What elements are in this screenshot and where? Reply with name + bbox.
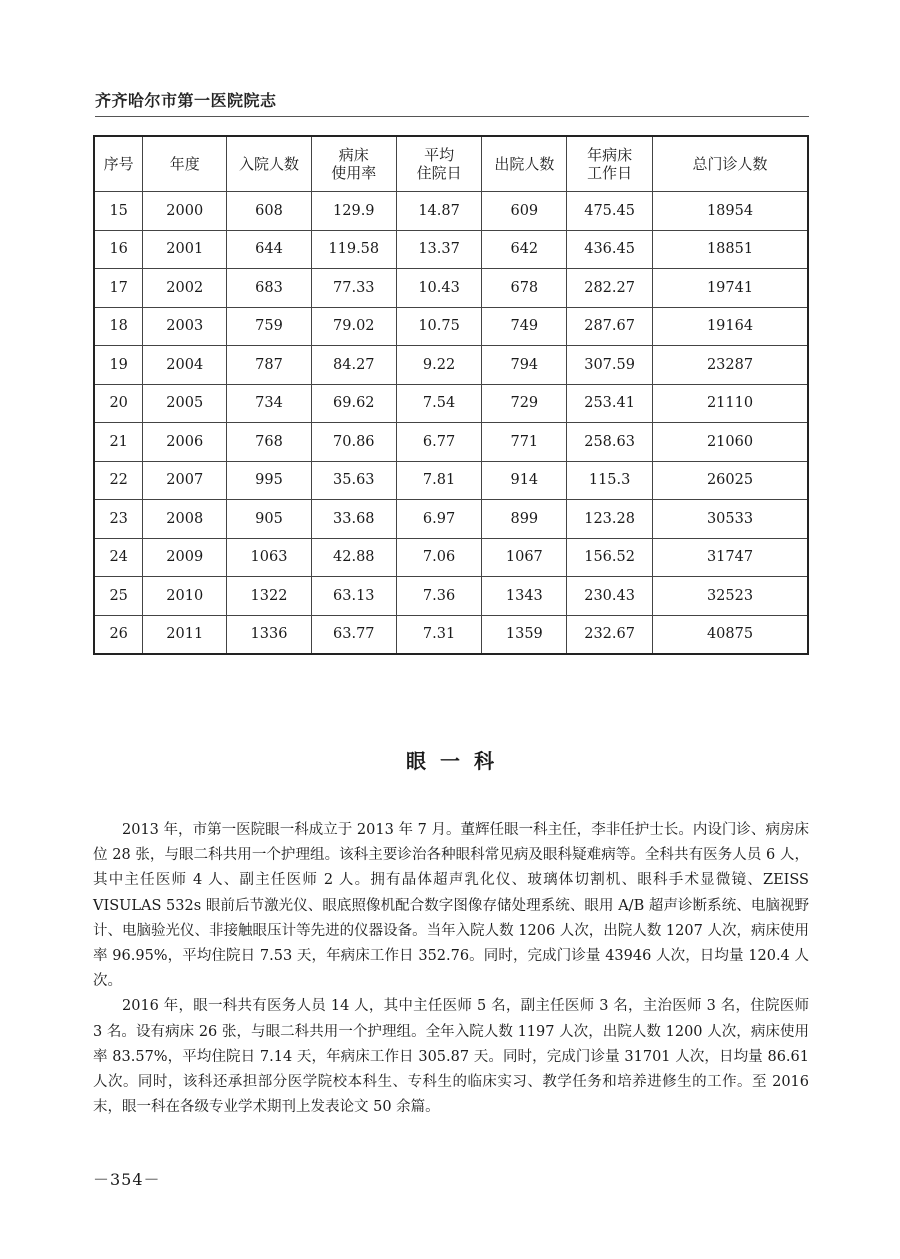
table-cell: 23287: [653, 346, 808, 385]
table-cell: 2010: [143, 577, 227, 616]
table-cell: 608: [227, 192, 312, 231]
table-cell: 19: [94, 346, 143, 385]
table-cell: 25: [94, 577, 143, 616]
table-cell: 787: [227, 346, 312, 385]
table-cell: 436.45: [567, 230, 653, 269]
table-row: [94, 500, 808, 539]
table-cell: 914: [482, 461, 567, 500]
table-cell: 119.58: [311, 230, 396, 269]
running-header: [95, 84, 809, 117]
table-cell: 20: [94, 384, 143, 423]
table-cell: 6.97: [396, 500, 482, 539]
table-cell: 7.36: [396, 577, 482, 616]
table-cell: 156.52: [567, 538, 653, 577]
table-cell: 33.68: [311, 500, 396, 539]
table-cell: 9.22: [396, 346, 482, 385]
table-cell: 26: [94, 615, 143, 654]
table-cell: 253.41: [567, 384, 653, 423]
section-title: 眼一科: [406, 749, 508, 773]
table-cell: 31747: [653, 538, 808, 577]
table-row: [94, 384, 808, 423]
table-cell: 30533: [653, 500, 808, 539]
table-cell: 70.86: [311, 423, 396, 462]
table-cell: 19164: [653, 307, 808, 346]
table-cell: 21110: [653, 384, 808, 423]
column-header: 年度: [143, 136, 227, 192]
table-row: [94, 577, 808, 616]
table-cell: 26025: [653, 461, 808, 500]
table-cell: 644: [227, 230, 312, 269]
table-cell: 729: [482, 384, 567, 423]
table-cell: 13.37: [396, 230, 482, 269]
table-cell: 14.87: [396, 192, 482, 231]
table-row: [94, 192, 808, 231]
table-cell: 10.43: [396, 269, 482, 308]
table-row: [94, 307, 808, 346]
table-row: [94, 615, 808, 654]
table-cell: 2008: [143, 500, 227, 539]
table-row: [94, 538, 808, 577]
table-cell: 84.27: [311, 346, 396, 385]
paragraph: 2016 年，眼一科共有医务人员 14 人，其中主任医师 5 名，副主任医师 3 名，主治医师 3 名，住院医师 3 名。设有病床 26 张，与眼二科共用一个护理组。全年入院人数 1197 人次，出院人数 1200 人次，病床使用率 83.57%，平均住院日 7.14 天，年病床工作日 305.87 天。同时，完成门诊量 31701 人次，日均量 86.61 人次。同时，该科还承担部分医学院校本科生、专科生的临床实习、教学任务和培养进修生的工作。至 2016 末，眼一科在各级专业学术期刊上发表论文 50 余篇。: [93, 998, 809, 1116]
paragraph: 2013 年，市第一医院眼一科成立于 2013 年 7 月。董辉任眼一科主任，李非任护士长。内设门诊、病房床位 28 张，与眼二科共用一个护理组。该科主要诊治各种眼科常见病及眼科疑难病等。全科共有医务人员 6 人，其中主任医师 4 人、副主任医师 2 人。拥有晶体超声乳化仪、玻璃体切割机、眼科手术显微镜、ZEISS VISULAS 532s 眼前后节激光仪、眼底照像机配合数字图像存储处理系统、眼用 A/B 超声诊断系统、电脑视野计、电脑验光仪、非接触眼压计等先进的仪器设备。当年入院人数 1206 人次，出院人数 1207 人次，病床使用率 96.95%，平均住院日 7.53 天，年病床工作日 352.76。同时，完成门诊量 43946 人次，日均量 120.4 人次。: [93, 822, 809, 990]
table-cell: 2006: [143, 423, 227, 462]
table-cell: 282.27: [567, 269, 653, 308]
table-cell: 2002: [143, 269, 227, 308]
table-cell: 7.54: [396, 384, 482, 423]
table-cell: 10.75: [396, 307, 482, 346]
table-cell: 2001: [143, 230, 227, 269]
table-cell: 16: [94, 230, 143, 269]
table-cell: 129.9: [311, 192, 396, 231]
table-body: [94, 192, 808, 655]
column-header: 出院人数: [482, 136, 567, 192]
table-cell: 63.13: [311, 577, 396, 616]
column-header: 病床 使用率: [311, 136, 396, 192]
table-cell: 1063: [227, 538, 312, 577]
table-cell: 1359: [482, 615, 567, 654]
table-cell: 609: [482, 192, 567, 231]
column-header: 总门诊人数: [653, 136, 808, 192]
column-header: 年病床 工作日: [567, 136, 653, 192]
table-cell: 115.3: [567, 461, 653, 500]
table-cell: 899: [482, 500, 567, 539]
table-cell: 2000: [143, 192, 227, 231]
table-cell: 69.62: [311, 384, 396, 423]
section-body: [93, 818, 809, 1120]
column-header: 序号: [94, 136, 143, 192]
column-header: 入院人数: [227, 136, 312, 192]
table-cell: 2003: [143, 307, 227, 346]
table-cell: 18: [94, 307, 143, 346]
table-cell: 1343: [482, 577, 567, 616]
table-cell: 2004: [143, 346, 227, 385]
table-cell: 77.33: [311, 269, 396, 308]
table-cell: 18954: [653, 192, 808, 231]
table-cell: 2009: [143, 538, 227, 577]
table-cell: 1067: [482, 538, 567, 577]
table-cell: 1322: [227, 577, 312, 616]
table-row: [94, 346, 808, 385]
table-cell: 683: [227, 269, 312, 308]
table-cell: 734: [227, 384, 312, 423]
table-cell: 2005: [143, 384, 227, 423]
table-cell: 6.77: [396, 423, 482, 462]
table-cell: 32523: [653, 577, 808, 616]
table-cell: 18851: [653, 230, 808, 269]
table-cell: 19741: [653, 269, 808, 308]
book-title: 齐齐哈尔市第一医院院志: [95, 91, 277, 110]
table-cell: 21: [94, 423, 143, 462]
table-cell: 759: [227, 307, 312, 346]
table-row: [94, 230, 808, 269]
table-cell: 35.63: [311, 461, 396, 500]
table-cell: 475.45: [567, 192, 653, 231]
table-cell: 768: [227, 423, 312, 462]
page-number: －354－: [93, 1170, 161, 1189]
table-cell: 230.43: [567, 577, 653, 616]
table-cell: 40875: [653, 615, 808, 654]
table-cell: 7.81: [396, 461, 482, 500]
table-cell: 771: [482, 423, 567, 462]
table-cell: 995: [227, 461, 312, 500]
table-cell: 24: [94, 538, 143, 577]
table-cell: 22: [94, 461, 143, 500]
table-cell: 21060: [653, 423, 808, 462]
table-cell: 15: [94, 192, 143, 231]
table-cell: 678: [482, 269, 567, 308]
table-cell: 642: [482, 230, 567, 269]
table-cell: 123.28: [567, 500, 653, 539]
table-row: [94, 269, 808, 308]
table-cell: 63.77: [311, 615, 396, 654]
statistics-table: [93, 135, 809, 655]
table-cell: 232.67: [567, 615, 653, 654]
table-cell: 749: [482, 307, 567, 346]
column-header: 平均 住院日: [396, 136, 482, 192]
table-cell: 17: [94, 269, 143, 308]
table-row: [94, 423, 808, 462]
table-cell: 287.67: [567, 307, 653, 346]
table-cell: 23: [94, 500, 143, 539]
table-cell: 905: [227, 500, 312, 539]
table-cell: 7.06: [396, 538, 482, 577]
table-cell: 42.88: [311, 538, 396, 577]
table-cell: 1336: [227, 615, 312, 654]
table-cell: 2011: [143, 615, 227, 654]
table-cell: 7.31: [396, 615, 482, 654]
table-cell: 258.63: [567, 423, 653, 462]
table-cell: 794: [482, 346, 567, 385]
table-cell: 307.59: [567, 346, 653, 385]
table-row: [94, 461, 808, 500]
table-header-row: [94, 136, 808, 192]
table-cell: 2007: [143, 461, 227, 500]
table-cell: 79.02: [311, 307, 396, 346]
